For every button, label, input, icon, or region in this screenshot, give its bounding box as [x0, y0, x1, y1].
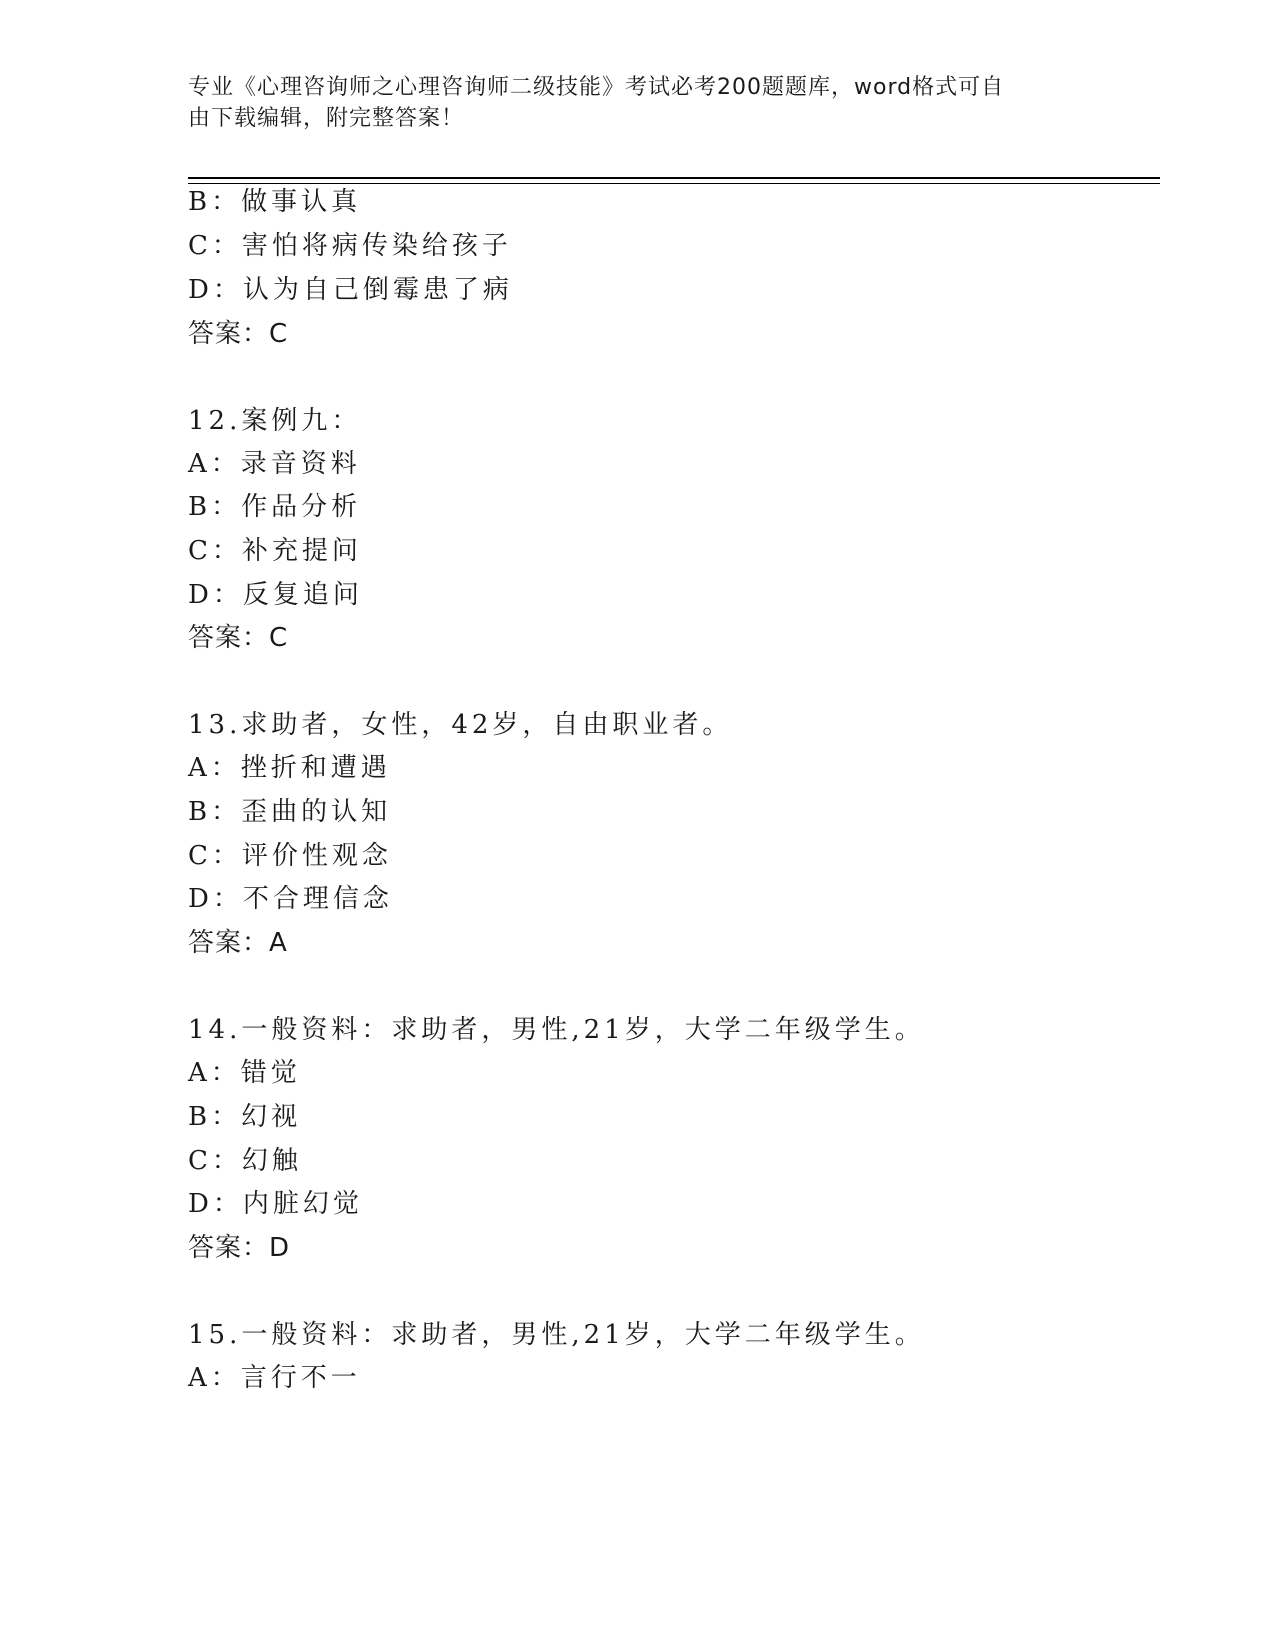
- q14-option-d: D：内脏幻觉: [188, 1189, 363, 1219]
- q11-answer: 答案：C: [188, 319, 289, 349]
- q12-option-b: B：作品分析: [188, 492, 362, 522]
- q13-option-a: A：挫折和遭遇: [188, 753, 391, 783]
- q14-stem: 14.一般资料：求助者，男性,21岁，大学二年级学生。: [188, 1015, 925, 1045]
- q15-stem: 15.一般资料：求助者，男性,21岁，大学二年级学生。: [188, 1320, 925, 1350]
- header-line-2: 由下载编辑，附完整答案！: [188, 106, 465, 131]
- q12-option-d: D：反复追问: [188, 580, 363, 610]
- q14-option-b: B：幻视: [188, 1102, 302, 1132]
- q15-option-a: A：言行不一: [188, 1363, 361, 1393]
- q13-option-b: B：歪曲的认知: [188, 797, 392, 827]
- q12-answer: 答案：C: [188, 623, 289, 653]
- q12-option-a: A：录音资料: [188, 449, 361, 479]
- document-header: [188, 72, 1068, 134]
- q14-option-a: A：错觉: [188, 1058, 301, 1088]
- q13-option-c: C：评价性观念: [188, 841, 392, 871]
- q13-option-d: D：不合理信念: [188, 884, 393, 914]
- header-divider-thick: [188, 177, 1160, 179]
- header-divider-thin: [188, 183, 1160, 184]
- q12-stem: 12.案例九：: [188, 406, 362, 436]
- q13-stem: 13.求助者，女性，42岁，自由职业者。: [188, 710, 733, 740]
- q11-option-d: D：认为自己倒霉患了病: [188, 275, 513, 305]
- q11-option-c: C：害怕将病传染给孩子: [188, 231, 512, 261]
- q14-answer: 答案：D: [188, 1233, 291, 1263]
- q12-option-c: C：补充提问: [188, 536, 362, 566]
- q13-answer: 答案：A: [188, 928, 288, 958]
- q14-option-c: C：幻触: [188, 1146, 302, 1176]
- q11-option-b: B：做事认真: [188, 187, 362, 217]
- header-line-1: 专业《心理咨询师之心理咨询师二级技能》考试必考200题题库，word格式可自: [188, 75, 1005, 100]
